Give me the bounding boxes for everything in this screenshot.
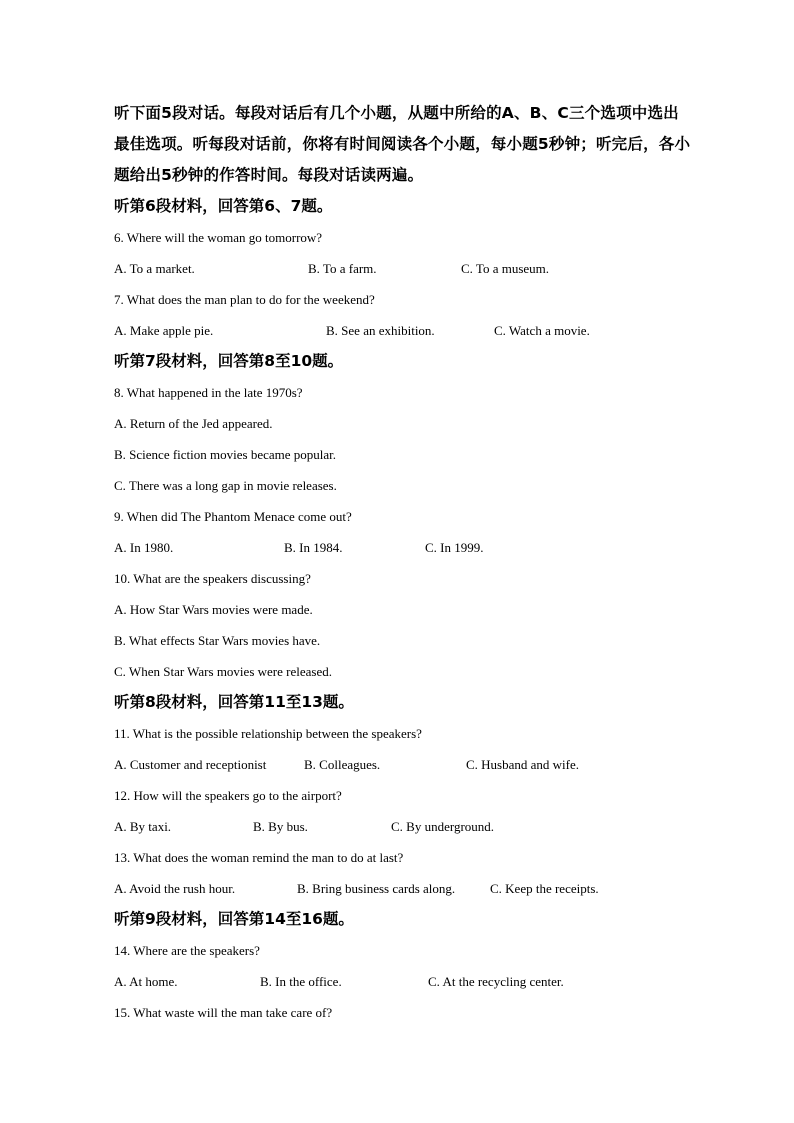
option-7-a: A. Make apple pie. — [114, 323, 214, 338]
options-row-9 — [114, 532, 694, 563]
section-heading-8: 听第8段材料，回答第11至13题。 — [114, 693, 354, 711]
option-6-b: B. To a farm. — [308, 261, 377, 276]
question-15: 15. What waste will the man take care of? — [114, 1005, 333, 1020]
options-row-12 — [114, 811, 694, 842]
option-14-b: B. In the office. — [260, 974, 342, 989]
option-10-b: B. What effects Star Wars movies have. — [114, 633, 321, 648]
option-11-b: B. Colleagues. — [304, 757, 381, 772]
option-10-a: A. How Star Wars movies were made. — [114, 602, 313, 617]
option-8-b: B. Science fiction movies became popular. — [114, 447, 337, 462]
question-8: 8. What happened in the late 1970s? — [114, 385, 303, 400]
option-11-c: C. Husband and wife. — [466, 757, 580, 772]
option-7-b: B. See an exhibition. — [326, 323, 435, 338]
section-heading-7: 听第7段材料，回答第8至10题。 — [114, 352, 344, 370]
option-14-c: C. At the recycling center. — [428, 974, 564, 989]
option-13-a: A. Avoid the rush hour. — [114, 881, 236, 896]
options-row-7 — [114, 315, 694, 346]
question-12: 12. How will the speakers go to the airport? — [114, 788, 342, 803]
section-heading-9: 听第9段材料，回答第14至16题。 — [114, 910, 354, 928]
option-10-c: C. When Star Wars movies were released. — [114, 664, 332, 679]
option-6-c: C. To a museum. — [461, 261, 550, 276]
option-12-c: C. By underground. — [391, 819, 495, 834]
option-12-a: A. By taxi. — [114, 819, 172, 834]
option-13-b: B. Bring business cards along. — [297, 881, 456, 896]
options-row-13 — [114, 873, 694, 904]
question-10: 10. What are the speakers discussing? — [114, 571, 311, 586]
options-row-6 — [114, 253, 694, 284]
option-9-b: B. In 1984. — [284, 540, 343, 555]
question-11: 11. What is the possible relationship between the speakers? — [114, 726, 422, 741]
document-page — [114, 98, 694, 1028]
instructions-paragraph: 听下面5段对话。每段对话后有几个小题，从题中所给的A、B、C三个选项中选出最佳选项。听每段对话前，你将有时间阅读各个小题，每小题5秒钟；听完后，各小题给出5秒钟的作答时间。每段对话读两遍。 — [114, 104, 691, 184]
question-9: 9. When did The Phantom Menace come out? — [114, 509, 352, 524]
option-8-c: C. There was a long gap in movie releases. — [114, 478, 337, 493]
section-heading-6: 听第6段材料，回答第6、7题。 — [114, 197, 333, 215]
option-11-a: A. Customer and receptionist — [114, 757, 267, 772]
option-13-c: C. Keep the receipts. — [490, 881, 599, 896]
option-12-b: B. By bus. — [253, 819, 308, 834]
option-14-a: A. At home. — [114, 974, 178, 989]
question-7: 7. What does the man plan to do for the weekend? — [114, 292, 375, 307]
options-row-11 — [114, 749, 694, 780]
option-6-a: A. To a market. — [114, 261, 195, 276]
question-14: 14. Where are the speakers? — [114, 943, 260, 958]
option-8-a: A. Return of the Jed appeared. — [114, 416, 273, 431]
option-9-c: C. In 1999. — [425, 540, 484, 555]
options-row-14 — [114, 966, 694, 997]
question-6: 6. Where will the woman go tomorrow? — [114, 230, 323, 245]
question-13: 13. What does the woman remind the man to do at last? — [114, 850, 404, 865]
option-7-c: C. Watch a movie. — [494, 323, 590, 338]
option-9-a: A. In 1980. — [114, 540, 174, 555]
